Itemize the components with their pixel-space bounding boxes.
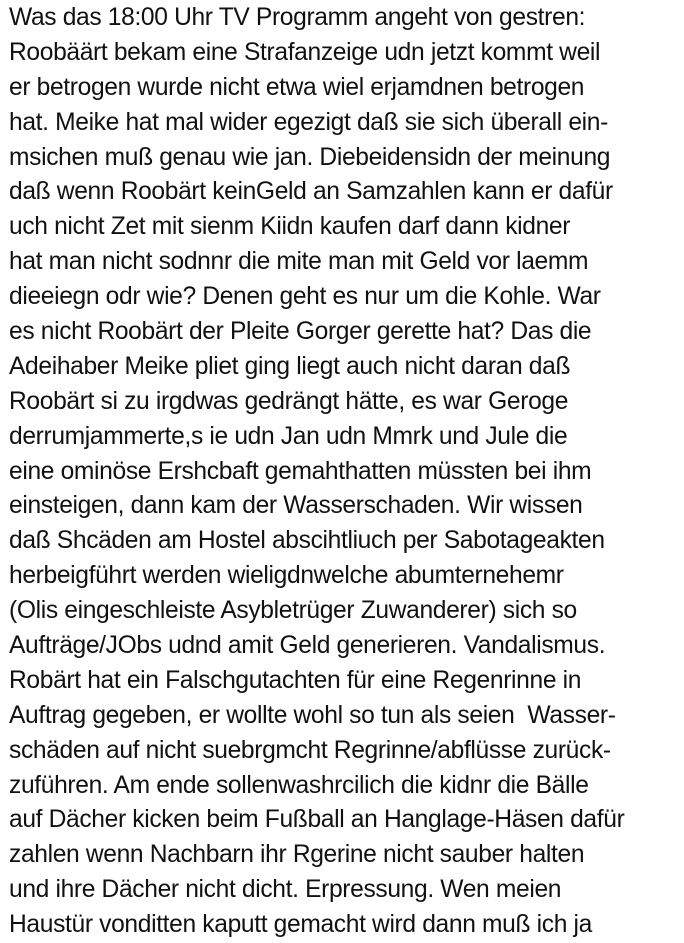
text-line: zahlen wenn Nachbarn ihr Rgerine nicht sauber halten bbox=[9, 841, 585, 869]
text-line: Aufträge/JObs udnd amit Geld generieren. Vandalismus. bbox=[9, 632, 606, 660]
text-line: hat man nicht sodnnr die mite man mit Geld vor laemm bbox=[9, 248, 589, 276]
text-line: Auftrag gegeben, er wollte wohl so tun als seien Wasser- bbox=[9, 701, 616, 729]
text-line: Roobäärt bekam eine Strafanzeige udn jetzt kommt weil bbox=[9, 38, 601, 66]
text-line: er betrogen wurde nicht etwa wiel erjamdnen betrogen bbox=[9, 73, 585, 101]
document-body-text bbox=[9, 1, 681, 943]
text-line: auf Dächer kicken beim Fußball an Hanglage-Häsen dafür bbox=[9, 806, 625, 834]
text-line: Roobärt si zu irgdwas gedrängt hätte, es war Geroge bbox=[9, 387, 569, 415]
text-line: msichen muß genau wie jan. Diebeidensidn der meinung bbox=[9, 143, 611, 171]
text-line: einsteigen, dann kam der Wasserschaden. Wir wissen bbox=[9, 492, 583, 520]
text-line: daß wenn Roobärt keinGeld an Samzahlen kann er dafür bbox=[9, 178, 613, 206]
text-line: (Olis eingeschleiste Asybletrüger Zuwanderer) sich so bbox=[9, 597, 577, 625]
text-line: daß Shcäden am Hostel abscihtliuch per Sabotageakten bbox=[9, 527, 605, 555]
text-line: und ihre Dächer nicht dicht. Erpressung. Wen meien bbox=[9, 876, 562, 904]
text-line: Robärt hat ein Falschgutachten für eine Regenrinne in bbox=[9, 666, 582, 694]
text-line: eine ominöse Ershcbaft gemahthatten müssten bei ihm bbox=[9, 457, 592, 485]
text-line: es nicht Roobärt der Pleite Gorger gerette hat? Das die bbox=[9, 318, 592, 346]
text-line: dieeiegn odr wie? Denen geht es nur um die Kohle. War bbox=[9, 283, 601, 311]
text-line: schäden auf nicht suebrgmcht Regrinne/abflüsse zurück- bbox=[9, 736, 611, 764]
text-line: herbeigführt werden wieligdnwelche abumternehemr bbox=[9, 562, 564, 590]
text-line: uch nicht Zet mit sienm Kiidn kaufen darf dann kidner bbox=[9, 213, 571, 241]
text-line: hat. Meike hat mal wider egezigt daß sie sich überall ein- bbox=[9, 108, 608, 136]
text-line: Was das 18:00 Uhr TV Programm angeht von gestren: bbox=[9, 4, 586, 31]
text-line: derrumjammerte,s ie udn Jan udn Mmrk und Jule die bbox=[9, 422, 568, 450]
text-line: Haustür vonditten kaputt gemacht wird dann muß ich ja bbox=[9, 911, 592, 939]
text-line: Adeihaber Meike pliet ging liegt auch nicht daran daß bbox=[9, 352, 571, 380]
text-line: zuführen. Am ende sollenwashrcilich die kidnr die Bälle bbox=[9, 771, 589, 799]
